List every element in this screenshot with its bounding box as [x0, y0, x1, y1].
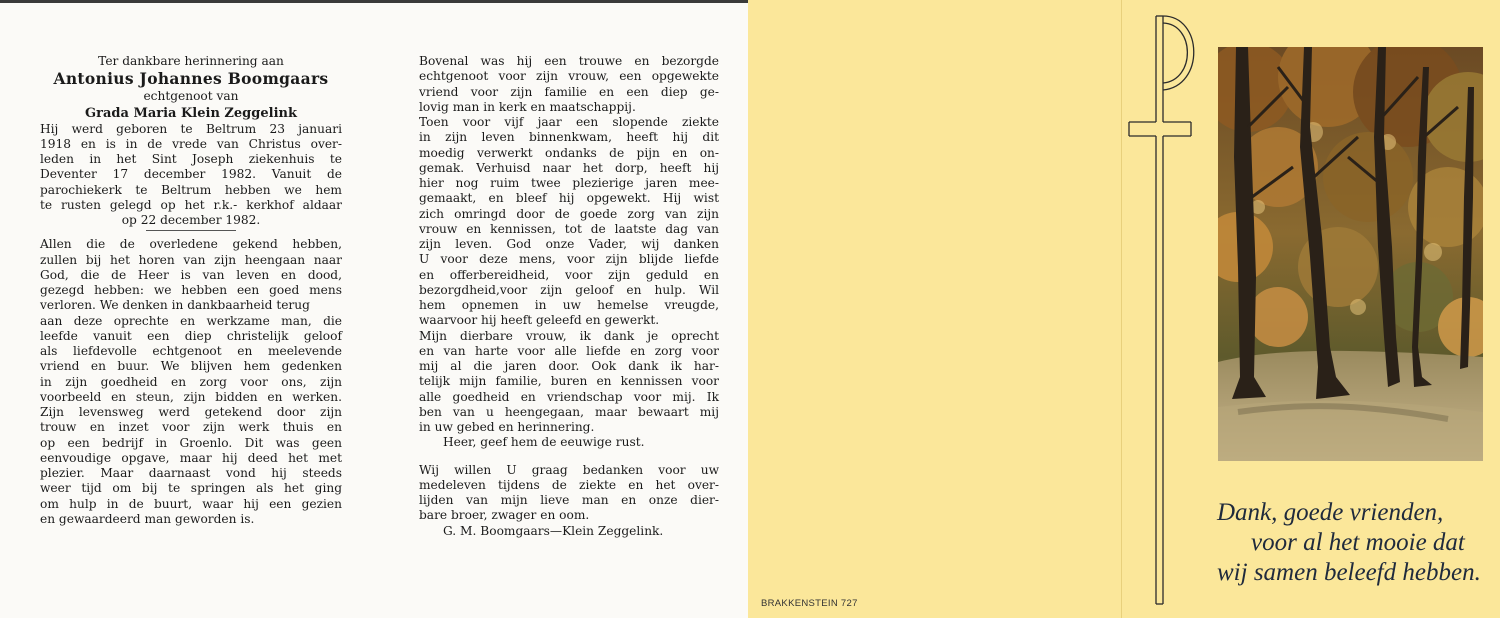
body-line: verloren. We denken in dankbaarheid terug	[40, 298, 310, 313]
intro-line: Ter dankbare herinnering aan	[98, 54, 284, 68]
body-line: lovig man in kerk en maatschappij.	[419, 99, 636, 114]
body-line: voorbeeld en steun, zijn bidden en werken.	[40, 389, 342, 404]
prayer-line: Heer, geef hem de eeuwige rust.	[443, 435, 645, 450]
body-line: gezegd hebben: we hebben een goed mens	[40, 283, 342, 297]
deceased-name: Antonius Johannes Boomgaars	[53, 69, 329, 89]
memorial-text-left-column	[40, 54, 342, 527]
body-line: alle goedheid en vriendschap voor mij. Ik	[419, 389, 719, 404]
body-line: Toen voor vijf jaar een slopende ziekte	[419, 115, 719, 129]
body-line: om hulp in de buurt, waar hij een gezien	[40, 496, 342, 511]
body-line: en offerbereidheid, voor zijn geduld en	[419, 267, 719, 282]
body-line: en gewaardeerd man geworden is.	[40, 511, 255, 526]
body-line: echtgenoot voor zijn vrouw, een opgewekte	[419, 69, 719, 84]
faith-paragraph	[419, 54, 719, 435]
spouse-name: Grada Maria Klein Zeggelink	[85, 105, 297, 121]
card-fold-line	[1121, 0, 1122, 618]
bio-line: Hij werd geboren te Beltrum 23 januari	[40, 121, 342, 136]
chi-rho-cross-icon	[1125, 14, 1205, 610]
body-line: waarvoor hij heeft geleefd en gewerkt.	[419, 313, 660, 328]
body-line: weer tijd om bij te springen als het ging	[40, 481, 342, 496]
body-line: en van harte voor alle liefde en zorg voor	[419, 343, 719, 358]
body-line: zullen bij het horen van zijn heengaan naar	[40, 252, 342, 267]
body-line: ben van u heengegaan, maar bewaart mij	[419, 404, 719, 419]
thanks-line: lijden van mijn lieve man en onze dier-	[419, 493, 719, 507]
bio-line: te rusten gelegd op het r.k.- kerkhof aldaar	[40, 197, 342, 212]
thanks-line: Wij willen U graag bedanken voor uw	[419, 462, 719, 477]
verse-line: Dank, goede vrienden,	[1217, 499, 1444, 526]
tribute-paragraph	[40, 237, 342, 527]
body-line: Zijn levensweg werd getekend door zijn	[40, 405, 342, 419]
bio-line: leden in het Sint Joseph ziekenhuis te	[40, 152, 342, 166]
thanks-paragraph	[419, 463, 719, 524]
body-line: bezorgdheid,voor zijn geloof en hulp. Wil	[419, 282, 719, 297]
bio-line: 1918 en is in de vrede van Christus over-	[40, 136, 342, 151]
body-line: vriend voor zijn familie en een diep ge-	[419, 84, 719, 99]
body-line: vriend en buur. We blijven hem gedenken	[40, 359, 342, 374]
body-line: eenvoudige opgave, maar hij deed het met	[40, 450, 342, 465]
thanks-line: bare broer, zwager en oom.	[419, 508, 590, 523]
spacer	[419, 451, 719, 463]
section-divider	[146, 230, 236, 231]
relation-line: echtgenoot van	[143, 89, 239, 104]
thanks-line: medeleven tijdens de ziekte en het over-	[419, 477, 719, 492]
body-line: God, die de Heer is van leven en dood,	[40, 267, 342, 282]
body-line: zich omringd door de goede zorg van zijn	[419, 206, 719, 221]
body-line: zijn leven. God onze Vader, wij danken	[419, 237, 719, 251]
body-line: in zijn leven binnenkwam, heeft hij dit	[419, 130, 719, 145]
memorial-text-right-column	[419, 54, 719, 539]
printer-brand-mark: BRAKKENSTEIN 727	[761, 598, 858, 609]
top-edge-rule	[0, 0, 748, 3]
body-line: mij al die jaren door. Ook dank ik har-	[419, 359, 719, 373]
body-line: telijk mijn familie, buren en kennissen voor	[419, 374, 719, 389]
body-line: in zijn goedheid en zorg voor ons, zijn	[40, 374, 342, 389]
body-line: moedig verwerkt ondanks de pijn en on-	[419, 145, 719, 160]
body-line: plezier. Maar daarnaast vond hij steeds	[40, 466, 342, 480]
bio-line: parochiekerk te Beltrum hebben we hem	[40, 182, 342, 197]
burial-date: op 22 december 1982.	[121, 213, 261, 227]
body-line: leefde vanuit een diep christelijk geloof	[40, 328, 342, 343]
body-line: vrouw en kennissen, tot de laatste dag van	[419, 221, 719, 236]
bio-paragraph	[40, 122, 342, 229]
body-line: trouw en inzet voor zijn werk thuis en	[40, 420, 342, 435]
body-line: U voor deze mens, voor zijn blijde liefde	[419, 252, 719, 267]
body-line: Allen die de overledene gekend hebben,	[40, 237, 342, 252]
body-line: op een bedrijf in Groenlo. Dit was geen	[40, 435, 342, 450]
signature: G. M. Boomgaars—Klein Zeggelink.	[443, 523, 664, 538]
body-line: hier nog ruim twee plezierige jaren mee-	[419, 176, 719, 190]
body-line: in uw gebed en herinnering.	[419, 420, 595, 434]
body-line: gemaakt, en bleef hij opgewekt. Hij wist	[419, 191, 719, 206]
verse-line: voor al het mooie dat	[1251, 529, 1465, 556]
body-line: Bovenal was hij een trouwe en bezorgde	[419, 54, 719, 68]
body-line: aan deze oprechte en werkzame man, die	[40, 313, 342, 328]
bio-line: Deventer 17 december 1982. Vanuit de	[40, 167, 342, 182]
body-line: gemak. Verhuisd naar het dorp, heeft hij	[419, 160, 719, 175]
body-line: hem opnemen in uw hemelse vreugde,	[419, 298, 719, 312]
body-line: als liefdevolle echtgenoot en meelevende	[40, 344, 342, 358]
verse-line: wij samen beleefd hebben.	[1217, 559, 1481, 586]
autumn-forest-photo	[1218, 47, 1483, 461]
body-line: Mijn dierbare vrouw, ik dank je oprecht	[419, 328, 719, 343]
